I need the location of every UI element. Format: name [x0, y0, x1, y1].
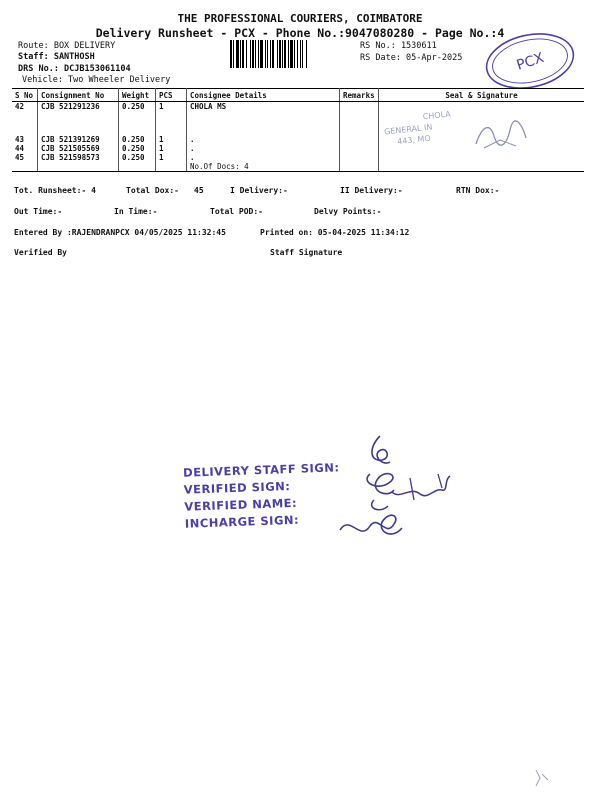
total-dox-value: 45 — [194, 186, 204, 195]
drs-number: DRS No.: DCJB153061104 — [18, 64, 131, 74]
cell-pcs: 1 — [156, 102, 187, 112]
total-dox-label: Total Dox:- — [126, 186, 179, 195]
pcx-oval-stamp — [478, 28, 582, 92]
printed-on: Printed on: 05-04-2025 11:34:12 — [260, 228, 410, 237]
stamp-line: VERIFIED SIGN: — [183, 479, 291, 497]
entered-by: Entered By :RAJENDRANPCX 04/05/2025 11:32:45 — [14, 228, 226, 237]
total-pod: Total POD:- — [210, 207, 263, 216]
route: Route: BOX DELIVERY — [18, 41, 116, 51]
staff: Staff: SANTHOSH — [18, 52, 95, 62]
runsheet-title: Delivery Runsheet - PCX - Phone No.:9047080280 - Page No.:4 — [95, 26, 505, 40]
cell-pcs: 1 — [156, 135, 187, 144]
stamp-line: VERIFIED NAME: — [184, 495, 298, 514]
delivery-stamp — [183, 459, 342, 532]
barcode — [230, 40, 352, 68]
oval-stamp-text: PCX — [514, 50, 547, 74]
verified-by: Verified By — [14, 248, 67, 257]
cell-sno: 42 — [12, 102, 38, 112]
cell-pcs: 1 — [156, 144, 187, 153]
company-seal — [382, 109, 453, 149]
table-docs-row — [12, 162, 584, 172]
cell-sno: 45 — [12, 153, 38, 162]
rs-date: RS Date: 05-Apr-2025 — [360, 53, 463, 63]
cell-consignee: . — [187, 153, 340, 162]
cell-weight: 0.250 — [119, 144, 156, 153]
col-consignment: Consignment No — [38, 89, 119, 102]
cell-remarks — [340, 144, 379, 153]
cell-consignee: . — [187, 144, 340, 153]
cell-weight: 0.250 — [119, 135, 156, 144]
cell-weight: 0.250 — [119, 153, 156, 162]
cell-weight: 0.250 — [119, 102, 156, 112]
stamp-line: DELIVERY STAFF SIGN: — [182, 460, 340, 480]
cell-sno: 44 — [12, 144, 38, 153]
vehicle: Vehicle: Two Wheeler Delivery — [22, 75, 171, 85]
in-time: In Time:- — [114, 207, 158, 216]
cell-remarks — [340, 102, 379, 112]
table-row — [12, 102, 584, 112]
col-sno: S No — [12, 89, 38, 102]
no-of-docs: No.Of Docs: 4 — [187, 162, 340, 172]
cell-seal — [379, 102, 585, 112]
cell-consignee: . — [187, 135, 340, 144]
i-delivery: I Delivery:- — [230, 186, 288, 195]
stamp-line: INCHARGE SIGN: — [184, 512, 300, 531]
cell-seal — [379, 153, 585, 162]
cell-consignment: CJB 521505569 — [38, 144, 119, 153]
seal-line: 443, MO — [396, 133, 432, 147]
out-time: Out Time:- — [14, 207, 63, 216]
seal-signature-scribble — [470, 118, 530, 154]
seal-line: GENERAL IN — [383, 122, 433, 137]
rs-number: RS No.: 1530611 — [360, 41, 437, 51]
col-remarks: Remarks — [340, 89, 379, 102]
table-header-row — [12, 89, 584, 102]
ii-delivery: II Delivery:- — [340, 186, 403, 195]
col-seal-signature: Seal & Signature — [379, 89, 585, 102]
cell-pcs: 1 — [156, 153, 187, 162]
corner-mark — [530, 766, 554, 790]
cell-consignee: CHOLA MS — [187, 102, 340, 112]
staff-signature: Staff Signature — [270, 248, 343, 257]
col-pcs: PCS — [156, 89, 187, 102]
col-weight: Weight — [119, 89, 156, 102]
delvy-points: Delvy Points:- — [314, 207, 382, 216]
cell-remarks — [340, 153, 379, 162]
cell-remarks — [340, 135, 379, 144]
cell-consignment: CJB 521391269 — [38, 135, 119, 144]
handwritten-signatures — [330, 430, 470, 555]
table-row — [12, 153, 584, 162]
seal-line: CHOLA — [422, 109, 452, 122]
tot-runsheet: Tot. Runsheet:- 4 — [14, 186, 96, 195]
cell-consignment: CJB 521291236 — [38, 102, 119, 112]
cell-consignment: CJB 521598573 — [38, 153, 119, 162]
rtn-dox: RTN Dox:- — [456, 186, 500, 195]
cell-sno: 43 — [12, 135, 38, 144]
company-name: THE PROFESSIONAL COURIERS, COIMBATORE — [177, 12, 423, 25]
col-consignee: Consignee Details — [187, 89, 340, 102]
